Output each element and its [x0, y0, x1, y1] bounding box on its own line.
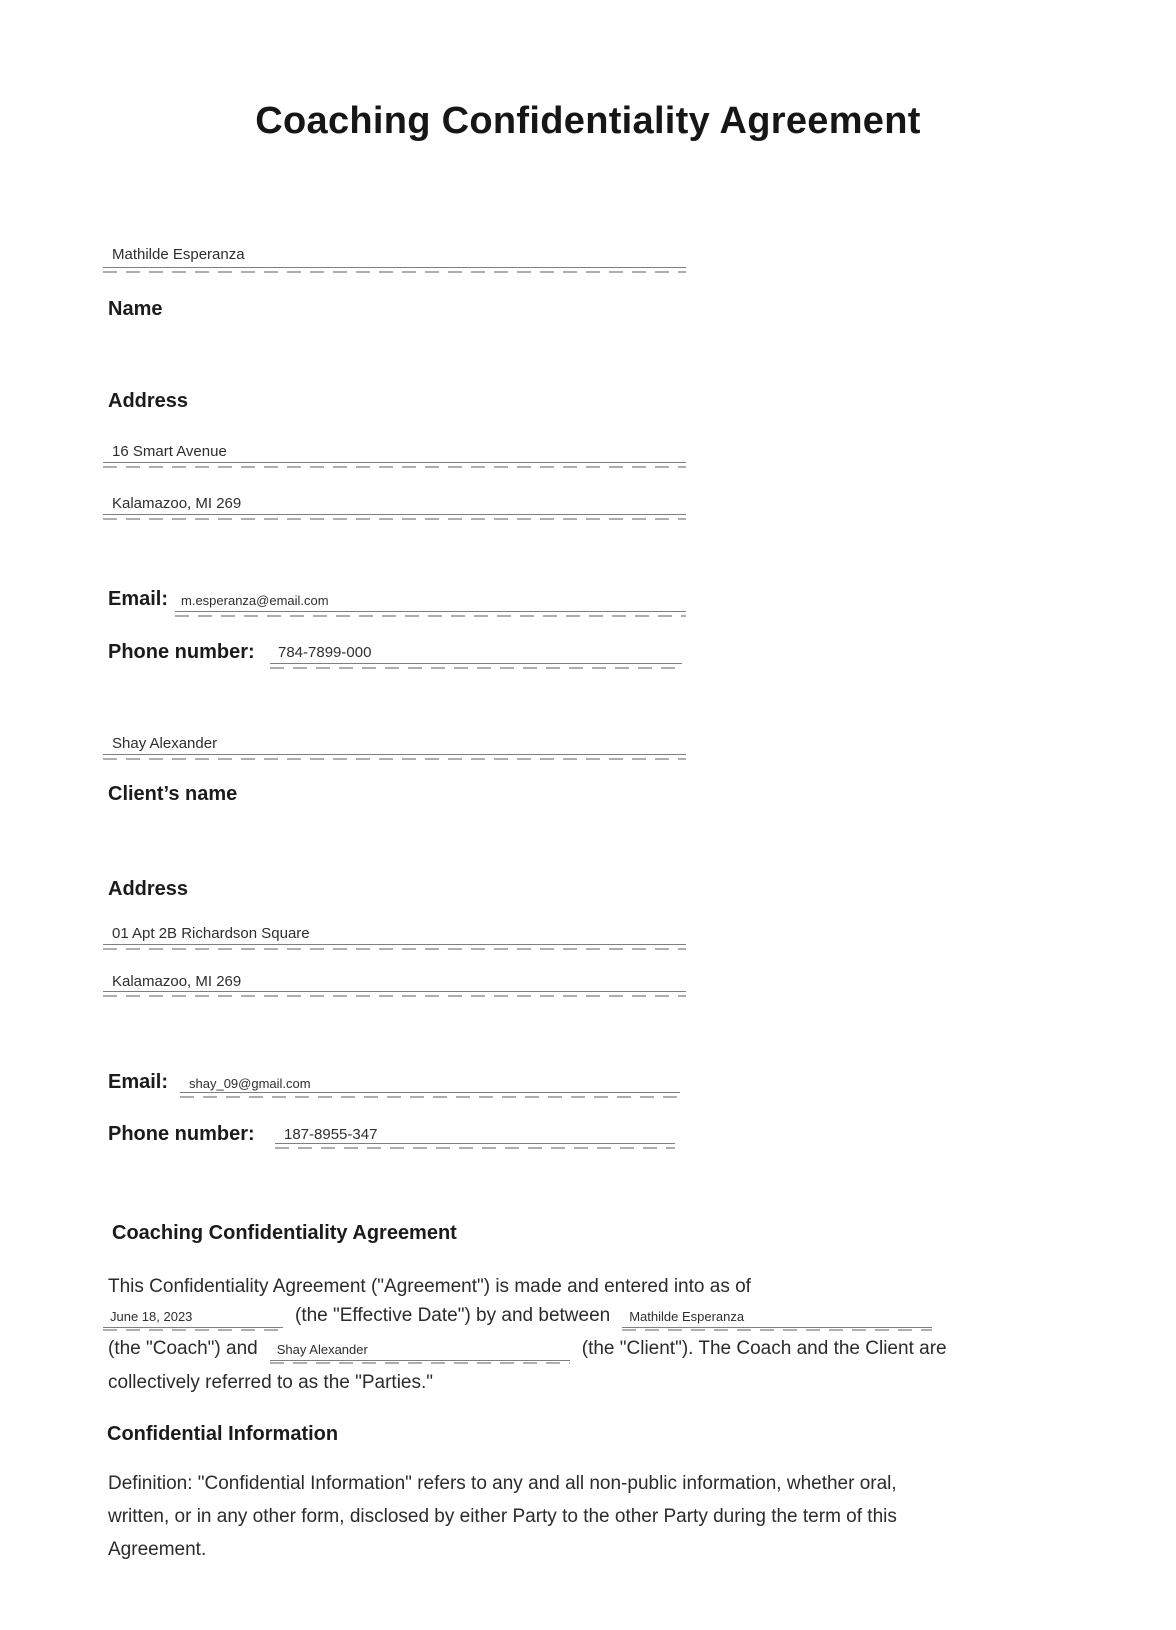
coach-phone-field-line[interactable]: [270, 663, 682, 666]
client-name-fill[interactable]: Shay Alexander: [270, 1342, 570, 1361]
agreement-line2-text: (the "Effective Date") by and between: [295, 1305, 611, 1326]
coach-address-line1-value[interactable]: 16 Smart Avenue: [112, 443, 227, 460]
coach-name-value[interactable]: Mathilde Esperanza: [112, 246, 245, 263]
coach-email-value[interactable]: m.esperanza@email.com: [181, 593, 329, 608]
coach-address-label: Address: [108, 390, 189, 412]
client-address-line2-value[interactable]: Kalamazoo, MI 269: [112, 973, 242, 990]
client-name-value[interactable]: Shay Alexander: [112, 735, 218, 752]
coach-address-line1-field-line[interactable]: [103, 462, 686, 465]
definition-line1: Definition: "Confidential Information" refers to any and all non-public information, whether oral,: [108, 1473, 897, 1494]
client-address-label: Address: [108, 878, 189, 900]
agreement-section-heading: Coaching Confidentiality Agreement: [112, 1222, 457, 1244]
definition-line2: written, or in any other form, disclosed by either Party to the other Party during the term of this: [108, 1506, 897, 1527]
document-title: Coaching Confidentiality Agreement: [255, 100, 921, 142]
client-address-line1-field-line[interactable]: [103, 944, 686, 947]
coach-email-label: Email:: [108, 588, 169, 610]
coach-name-field-line[interactable]: [103, 267, 686, 270]
agreement-paragraph-line2: [103, 1305, 932, 1328]
client-address-line1-value[interactable]: 01 Apt 2B Richardson Square: [112, 925, 310, 942]
coach-address-line2-value[interactable]: Kalamazoo, MI 269: [112, 495, 242, 512]
coach-phone-label: Phone number:: [108, 641, 255, 663]
agreement-line3-pre-text: (the "Coach") and: [108, 1338, 258, 1359]
coach-name-label: Name: [108, 298, 163, 320]
coach-name-fill[interactable]: Mathilde Esperanza: [622, 1309, 932, 1328]
coach-email-field-line[interactable]: [175, 611, 686, 614]
client-name-field-line[interactable]: [103, 754, 686, 757]
agreement-paragraph-line4: collectively referred to as the "Parties.": [108, 1372, 434, 1393]
client-email-value[interactable]: shay_09@gmail.com: [189, 1076, 311, 1091]
client-email-label: Email:: [108, 1071, 169, 1093]
agreement-paragraph-line3: [108, 1338, 947, 1361]
agreement-line3-post-text: (the "Client"). The Coach and the Client are: [581, 1338, 947, 1359]
client-phone-label: Phone number:: [108, 1123, 255, 1145]
confidential-section-heading: Confidential Information: [107, 1423, 339, 1445]
client-name-label: Client’s name: [108, 783, 238, 805]
agreement-paragraph-line1: This Confidentiality Agreement ("Agreement") is made and entered into as of: [108, 1276, 751, 1297]
client-address-line2-field-line[interactable]: [103, 991, 686, 994]
coach-address-line2-field-line[interactable]: [103, 514, 686, 517]
client-phone-field-line[interactable]: [275, 1143, 675, 1146]
coach-phone-value[interactable]: 784-7899-000: [278, 644, 372, 661]
effective-date-fill[interactable]: June 18, 2023: [103, 1309, 283, 1328]
client-email-field-line[interactable]: [180, 1092, 680, 1095]
definition-line3: Agreement.: [108, 1539, 207, 1560]
client-phone-value[interactable]: 187-8955-347: [284, 1126, 378, 1143]
